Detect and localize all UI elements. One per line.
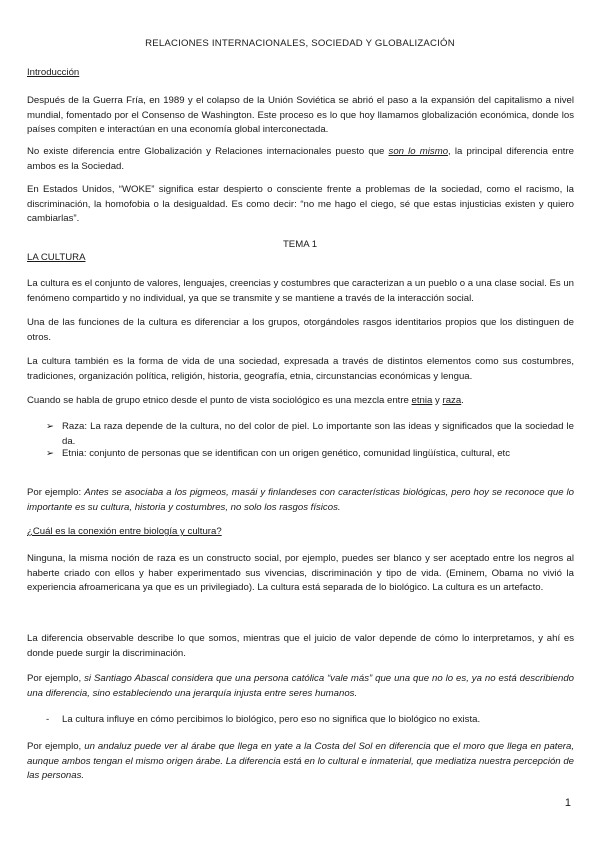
example-2-lead: Por ejemplo, [27, 673, 85, 684]
cultura-paragraph-3: La cultura también es la forma de vida de una sociedad, expresada a través de distintos elementos como sus costumbres, tradiciones, organización política, religión, historia, geografía, etnia, circunstancias económicas y lengua. [27, 356, 574, 382]
biologia-paragraph-2: La diferencia observable describe lo que somos, mientras que el juicio de valor depende de cómo lo interpretamos, y ahí es donde puede surgir la discriminación. [27, 633, 574, 659]
cult-p4-text-a: Cuando se habla de grupo etnico desde el punto de vista sociológico es una mezcla entre [27, 395, 412, 406]
biologia-paragraph-1: Ninguna, la misma noción de raza es un constructo social, por ejemplo, puedes ser blanco y ser aceptado entre los negros al haberte criado con ellos y haber experimentado sus vivencias, discriminación y tipo de vida. (Eminem, Obama no vivió la experiencia afroamericana ya que es un privilegiado). La cultura está separada de lo biológico. La cultura es un artefacto. [27, 553, 574, 594]
question-heading: ¿Cuál es la conexión entre biología y cultura? [27, 526, 222, 537]
cultura-paragraph-2: Una de las funciones de la cultura es diferenciar a los grupos, otorgándoles rasgos identitarios propios que los distinguen de otros. [27, 317, 574, 343]
example-3-italic: un andaluz puede ver al árabe que llega en yate a la Costa del Sol en diferencia que el moro que llega en patera, aunque ambos tengan el mismo origen árabe. La diferencia está en lo cultural e inmaterial, que mediatiza nuestra percepción de las personas. [27, 741, 574, 782]
intro-p2-text-a: No existe diferencia entre Globalización y Relaciones internacionales puesto que [27, 146, 389, 157]
cult-p4-end: . [461, 395, 464, 406]
intro-p2-text-b: , la principal diferencia entre ambos es la Sociedad. [27, 146, 574, 172]
example-paragraph-3 [27, 740, 574, 784]
intro-p2-emphasis: son lo mismo [388, 146, 449, 157]
cult-p4-raza: raza [442, 395, 462, 406]
example-paragraph-1 [27, 486, 574, 515]
example-1-italic: Antes se asociaba a los pigmeos, masái y finlandeses con características biológicas, pero hoy se reconoce que lo importante es su cultura, historia y costumbres, no solo los rasgos físicos. [27, 487, 574, 513]
arrow-bullet-icon: ➢ [46, 448, 55, 459]
arrow-bullet-icon: ➢ [46, 421, 55, 432]
intro-paragraph-1: Después de la Guerra Fría, en 1989 y el colapso de la Unión Soviética se abrió el paso a la expansión del capitalismo a nivel mundial, fomentado por el Consenso de Washington. Este proceso es lo que hoy llamamos globalización económica, donde los países compiten e interactúan en una economía global interconectada. [27, 95, 574, 136]
cultura-paragraph-4 [27, 394, 574, 409]
cultura-paragraph-1: La cultura es el conjunto de valores, lenguajes, creencias y costumbres que caracterizan a un pueblo o a una clase social. Es un fenómeno compartido y no individual, ya que se transmite y se mantiene a través de la interacción social. [27, 278, 574, 304]
cultura-heading: LA CULTURA [27, 252, 86, 263]
example-1-lead: Por ejemplo: [27, 487, 85, 498]
document-title: RELACIONES INTERNACIONALES, SOCIEDAD Y GLOBALIZACIÓN [145, 38, 455, 49]
dash-item-text: La cultura influye en cómo percibimos lo biológico, pero eso no significa que lo biológico no exista. [62, 714, 481, 725]
intro-paragraph-2 [27, 145, 574, 174]
cult-p4-etnia: etnia [411, 395, 433, 406]
dash-item-cultura [46, 713, 574, 728]
tema-heading: TEMA 1 [282, 239, 318, 250]
dash-bullet-icon: - [46, 714, 50, 725]
cult-p4-mid: y [432, 395, 443, 406]
intro-heading: Introducción [27, 67, 80, 78]
bullet-item-etnia [46, 447, 574, 462]
bullet-raza-text: Raza: La raza depende de la cultura, no del color de piel. Lo importante son las ideas y significados que la sociedad le da. [62, 421, 574, 447]
bullet-etnia-text: Etnia: conjunto de personas que se identifican con un origen genético, comunidad lingüística, cultural, etc [62, 448, 510, 459]
bullet-item-raza [46, 420, 574, 449]
page-number: 1 [564, 797, 571, 809]
example-3-lead: Por ejemplo, [27, 741, 85, 752]
intro-paragraph-3: En Estados Unidos, “WOKE” significa estar despierto o consciente frente a problemas de la sociedad, como el racismo, la discriminación, la homofobia o la desigualdad. Es como decir: “no me hago el ciego, sé que estas injusticias existen y quiero cambiarlas”. [27, 184, 574, 225]
example-2-italic: si Santiago Abascal considera que una persona católica “vale más” que una que no lo es, ya no está describiendo una diferencia, sino estableciendo una jerarquía injusta entre seres humanos. [27, 673, 575, 699]
example-paragraph-2 [27, 672, 574, 701]
